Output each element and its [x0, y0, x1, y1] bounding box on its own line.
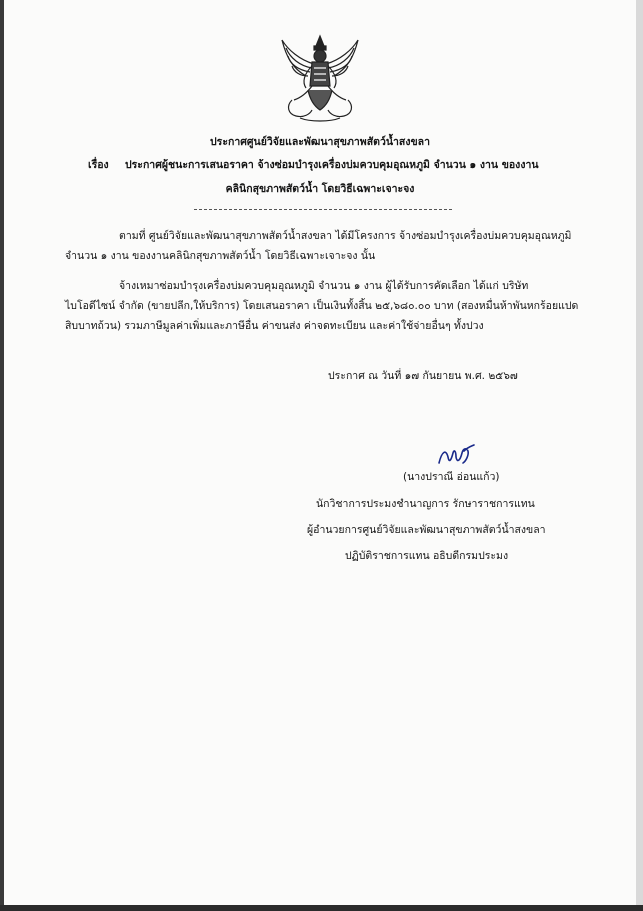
subject-label: เรื่อง [88, 159, 109, 171]
signer-position-line-2: ผู้อำนวยการศูนย์วิจัยและพัฒนาสุขภาพสัตว์น้ำสงขลา [307, 524, 546, 536]
scan-edge-bottom [0, 905, 643, 911]
document-page [4, 0, 637, 905]
signer-position-line-1: นักวิชาการประมงชำนาญการ รักษาราชการแทน [316, 498, 535, 510]
garuda-emblem-icon [278, 34, 362, 122]
paragraph-1-line-2: จำนวน ๑ งาน ของงานคลินิกสุขภาพสัตว์น้ำ โดยวิธีเฉพาะเจาะจง นั้น [65, 250, 376, 262]
paragraph-2-line-2: ไบโอดีไซน์ จำกัด (ขายปลีก,ให้บริการ) โดยเสนอราคา เป็นเงินทั้งสิ้น ๒๕,๖๘๐.๐๐ บาท (สองหมื่นห้าพันหกร้อยแปด [65, 300, 579, 312]
subject-text-line-2: คลินิกสุขภาพสัตว์น้ำ โดยวิธีเฉพาะเจาะจง [225, 183, 415, 195]
signer-name: (นางปราณี อ่อนแก้ว) [403, 471, 500, 483]
divider-line [194, 209, 452, 210]
paragraph-2-line-1: จ้างเหมาซ่อมบำรุงเครื่องบ่มควบคุมอุณหภูมิ จำนวน ๑ งาน ผู้ได้รับการคัดเลือก ได้แก่ บริษัท [119, 280, 529, 292]
subject-text-line-1: ประกาศผู้ชนะการเสนอราคา จ้างซ่อมบำรุงเครื่องบ่มควบคุมอุณหภูมิ จำนวน ๑ งาน ของงาน [125, 159, 539, 171]
scan-edge-right [636, 0, 643, 911]
paragraph-2-line-3: สิบบาทถ้วน) รวมภาษีมูลค่าเพิ่มและภาษีอื่น ค่าขนส่ง ค่าจดทะเบียน และค่าใช้จ่ายอื่นๆ ทั้งปวง [65, 320, 484, 332]
paragraph-1-line-1: ตามที่ ศูนย์วิจัยและพัฒนาสุขภาพสัตว์น้ำสงขลา ได้มีโครงการ จ้างซ่อมบำรุงเครื่องบ่มควบคุมอุณหภูมิ [119, 230, 572, 242]
handwritten-signature-icon [436, 443, 476, 469]
announcement-title: ประกาศศูนย์วิจัยและพัฒนาสุขภาพสัตว์น้ำสงขลา [210, 136, 430, 148]
signer-position-line-3: ปฏิบัติราชการแทน อธิบดีกรมประมง [345, 550, 509, 562]
announcement-date: ประกาศ ณ วันที่ ๑๗ กันยายน พ.ศ. ๒๕๖๗ [328, 370, 518, 382]
